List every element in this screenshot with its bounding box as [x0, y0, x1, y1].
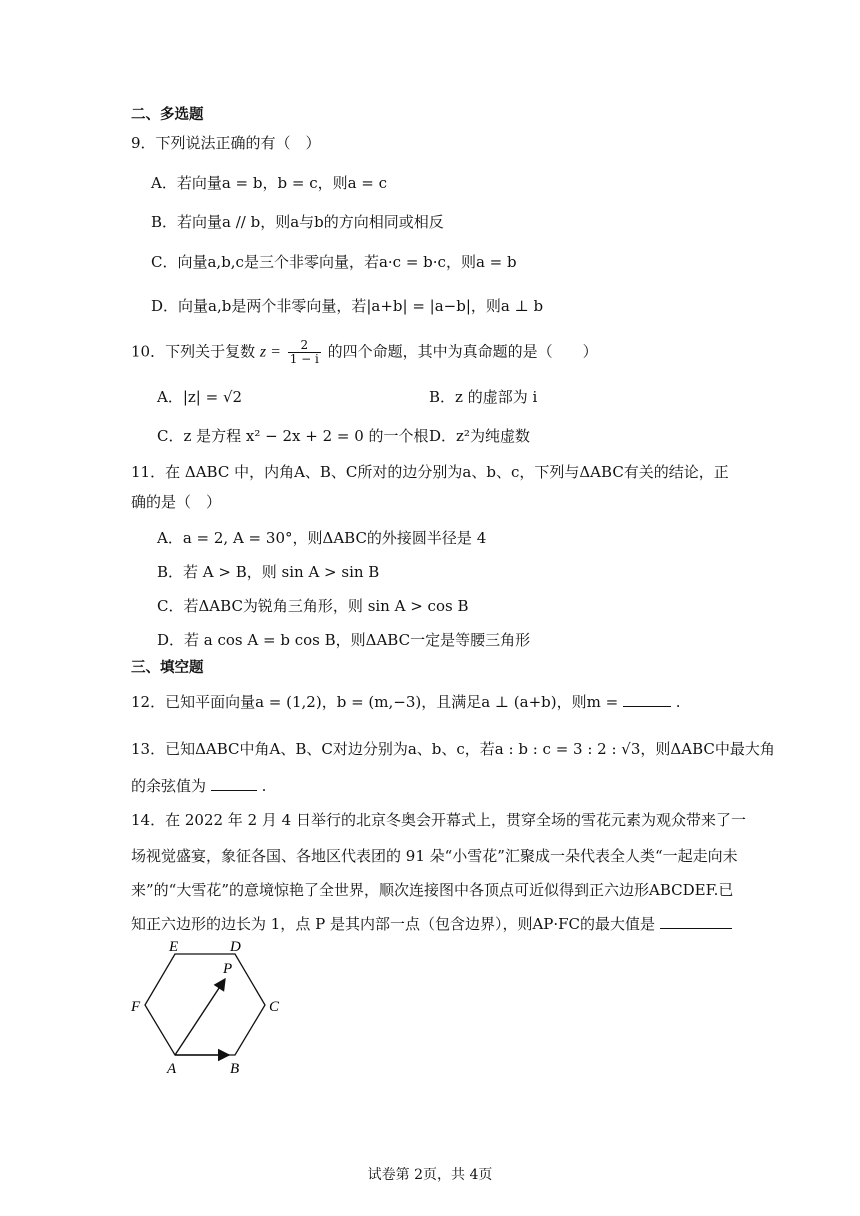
q13-end: .	[261, 777, 267, 795]
section-heading-fill-in: 三、填空题	[131, 660, 204, 676]
q9-option-b: B．若向量a // b，则a与b的方向相同或相反	[151, 213, 444, 231]
q10-stem-pre: 10．下列关于复数	[131, 342, 256, 361]
q10-option-c: C．z 是方程 x² − 2x + 2 = 0 的一个根	[157, 427, 429, 445]
hexagon-figure	[125, 935, 290, 1080]
q12	[131, 690, 681, 713]
q11-option-a: A．a = 2, A = 30°，则ΔABC的外接圆半径是 4	[157, 529, 487, 547]
q9-option-d: D．向量a,b是两个非零向量，若|a+b| = |a−b|，则a ⊥ b	[151, 297, 544, 315]
q14-line1: 14．在 2022 年 2 月 4 日举行的北京冬奥会开幕式上，贯穿全场的雪花元素为观众带来了一	[131, 811, 746, 829]
label-f: F	[131, 999, 141, 1015]
q11-option-b: B．若 A > B，则 sin A > sin B	[157, 563, 380, 581]
label-e: E	[169, 939, 179, 955]
label-a: A	[167, 1061, 177, 1077]
q10-fraction	[288, 339, 321, 366]
q10-fraction-numerator: 2	[288, 339, 321, 353]
q13-line1: 13．已知ΔABC中角A、B、C对边分别为a、b、c，若a : b : c = 3 : 2 : √3，则ΔABC中最大角	[131, 740, 775, 758]
q10-stem-post: 的四个命题，其中为真命题的是（ ）	[327, 342, 598, 361]
q12-answer-blank	[623, 690, 671, 707]
label-b: B	[230, 1061, 240, 1077]
q9-option-c: C．向量a,b,c是三个非零向量，若a·c = b·c，则a = b	[151, 253, 517, 271]
q10-option-b: B．z 的虚部为 i	[429, 388, 538, 406]
q9-stem: 9．下列说法正确的有（ ）	[131, 134, 321, 152]
q14-answer-blank	[660, 912, 732, 929]
page-footer: 试卷第 2页，共 4页	[367, 1167, 493, 1183]
q10-stem	[131, 339, 598, 366]
vector-ap-arrow	[175, 979, 225, 1055]
q11-option-d: D．若 a cos A = b cos B，则ΔABC一定是等腰三角形	[157, 631, 531, 649]
q13-line2	[131, 774, 266, 797]
q11-stem-line2: 确的是（ ）	[131, 493, 222, 511]
q12-text: 12．已知平面向量a = (1,2)，b = (m,−3)，且满足a ⊥ (a+b)，则m =	[131, 693, 619, 711]
q9-option-a: A．若向量a = b，b = c，则a = c	[151, 174, 388, 192]
label-d: D	[230, 939, 241, 955]
q10-fraction-denominator: 1 − i	[289, 352, 319, 366]
q10-option-a: A．|z| = √2	[157, 388, 243, 406]
q10-option-d: D．z²为纯虚数	[429, 427, 530, 445]
q14-line4-text: 知正六边形的边长为 1，点 P 是其内部一点（包含边界），则AP·FC的最大值是	[131, 915, 656, 933]
q13-line2-text: 的余弦值为	[131, 777, 207, 795]
q11-option-c: C．若ΔABC为锐角三角形，则 sin A > cos B	[157, 597, 469, 615]
q11-stem-line1: 11．在 ΔABC 中，内角A、B、C所对的边分别为a、b、c，下列与ΔABC有关的结论，正	[131, 463, 729, 481]
q10-z-eq: z =	[259, 343, 281, 361]
hexagon-outline	[145, 954, 265, 1055]
label-c: C	[269, 999, 280, 1015]
q13-answer-blank	[211, 774, 257, 791]
section-heading-multiple-choice: 二、多选题	[131, 107, 204, 123]
q14-line3: 来”的“大雪花”的意境惊艳了全世界，顺次连接图中各顶点可近似得到正六边形ABCDEF.已	[131, 881, 734, 899]
q14-line4	[131, 912, 732, 935]
q12-end: .	[675, 693, 681, 711]
label-p: P	[223, 961, 233, 977]
q14-line2: 场视觉盛宴，象征各国、各地区代表团的 91 朵“小雪花”汇聚成一朵代表全人类“一起走向未	[131, 847, 738, 865]
